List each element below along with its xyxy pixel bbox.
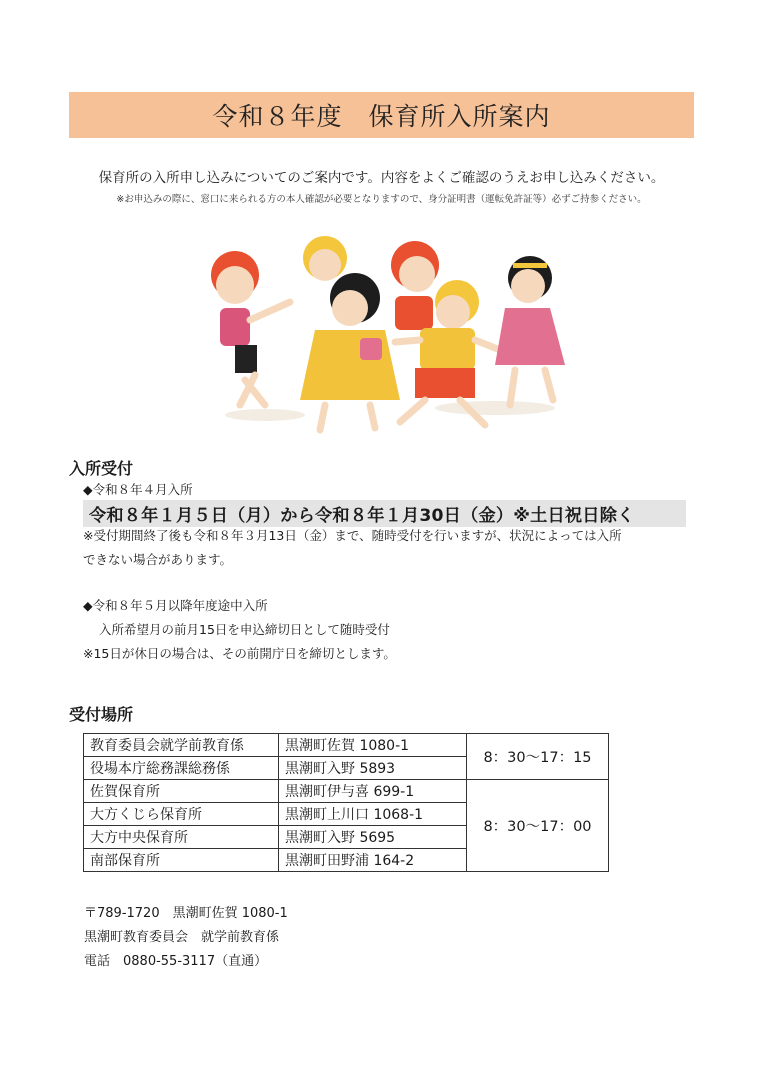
april-note-2: できない場合があります。 bbox=[83, 552, 233, 567]
place-address: 黒潮町上川口 1068-1 bbox=[279, 803, 467, 826]
place-address: 黒潮町入野 5893 bbox=[279, 757, 467, 780]
may-heading: ◆令和８年５月以降年度途中入所 bbox=[83, 598, 268, 613]
title-banner bbox=[69, 92, 694, 138]
table-row bbox=[84, 734, 609, 757]
office-hours: 8：30〜17：15 bbox=[467, 734, 609, 780]
april-heading: ◆令和８年４月入所 bbox=[83, 482, 193, 497]
nursery-hours: 8：30〜17：00 bbox=[467, 780, 609, 872]
places-heading: 受付場所 bbox=[69, 705, 134, 724]
contact-phone: 電話 0880-55-3117（直通） bbox=[84, 954, 268, 969]
place-address: 黒潮町伊与喜 699-1 bbox=[279, 780, 467, 803]
place-name: 大方くじら保育所 bbox=[84, 803, 279, 826]
april-note-1: ※受付期間終了後も令和８年３月13日（金）まで、随時受付を行いますが、状況によっては入所 bbox=[83, 528, 622, 543]
place-name: 大方中央保育所 bbox=[84, 826, 279, 849]
contact-postal: 〒789-1720 黒潮町佐賀 1080-1 bbox=[84, 906, 288, 921]
april-period bbox=[83, 500, 686, 527]
intro-note: ※お申込みの際に、窓口に来られる方の本人確認が必要となりますので、身分証明書（運転免許証等）必ずご持参ください。 bbox=[116, 194, 647, 205]
may-text: 入所希望月の前月15日を申込締切日として随時受付 bbox=[99, 622, 390, 637]
may-note: ※15日が休日の場合は、その前開庁日を締切とします。 bbox=[83, 646, 396, 661]
place-address: 黒潮町入野 5695 bbox=[279, 826, 467, 849]
intro-text: 保育所の入所申し込みについてのご案内です。内容をよくご確認のうえお申し込みください。 bbox=[98, 170, 665, 186]
places-table bbox=[83, 733, 609, 872]
children-dancing-illustration bbox=[195, 230, 575, 435]
place-name: 佐賀保育所 bbox=[84, 780, 279, 803]
april-period-text: 令和８年１月５日（月）から令和８年１月30日（金）※土日祝日除く bbox=[89, 506, 635, 526]
place-name: 役場本庁総務課総務係 bbox=[84, 757, 279, 780]
place-name: 教育委員会就学前教育係 bbox=[84, 734, 279, 757]
place-address: 黒潮町佐賀 1080-1 bbox=[279, 734, 467, 757]
place-name: 南部保育所 bbox=[84, 849, 279, 872]
place-address: 黒潮町田野浦 164-2 bbox=[279, 849, 467, 872]
reception-heading: 入所受付 bbox=[69, 459, 134, 478]
page-title: 令和８年度 保育所入所案内 bbox=[212, 102, 551, 131]
contact-org: 黒潮町教育委員会 就学前教育係 bbox=[84, 930, 280, 945]
table-row bbox=[84, 780, 609, 803]
